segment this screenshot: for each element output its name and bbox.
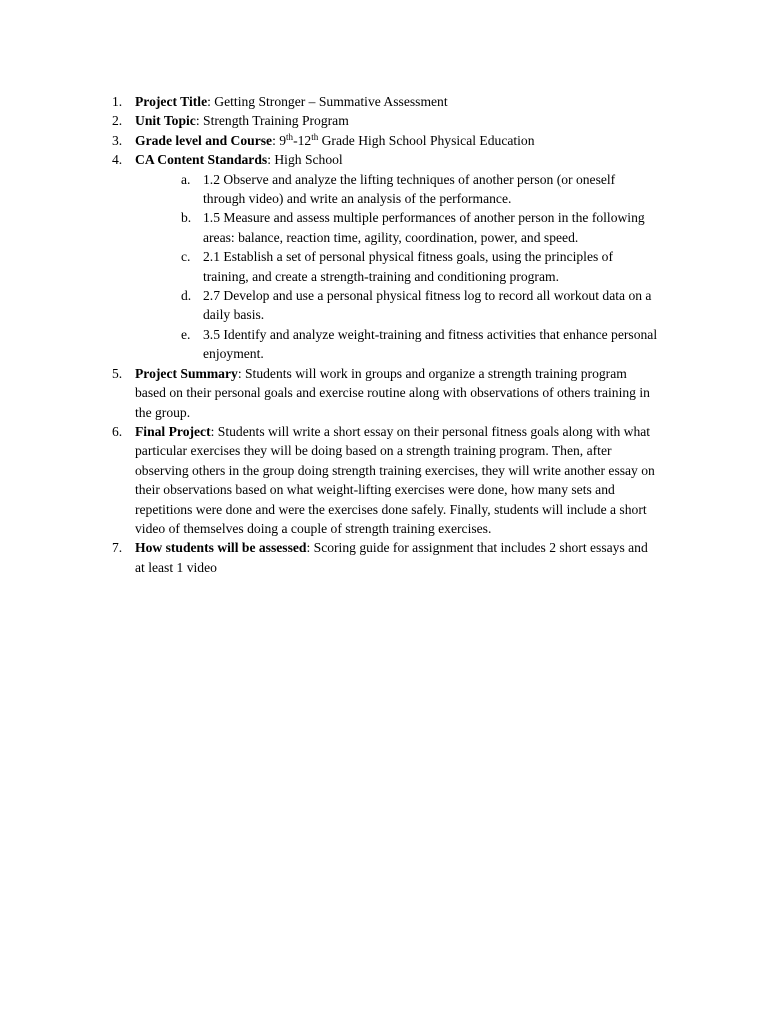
list-number: 1. [112,94,123,109]
sub-item-standard-e [0,325,660,364]
list-item-content-standards [0,150,660,169]
sub-letter: d. [181,288,192,304]
superscript: th [311,131,319,142]
list-number: 4. [112,152,123,168]
sub-letter: a. [181,171,191,187]
item-label: Final Project [135,423,211,439]
item-label: Project Title [135,94,208,109]
item-text-mid: -12 [293,132,312,148]
sub-item-standard-a [0,170,660,209]
sub-text: 3.5 Identify and analyze weight-training and fitness activities that enhance personal enjoyment. [203,326,658,362]
list-number: 6. [112,423,123,439]
sub-letter: b. [181,210,192,226]
item-label: Grade level and Course [135,132,273,148]
item-label: How students will be assessed [135,540,307,556]
item-text: : Students will write a short essay on their personal fitness goals along with what particular exercises they will be doing based on a strength training program. Then, after observing others in the group doing strength training exercises, they will write another essay on their observations based on what weight-lifting exercises were done, how many sets and repetitions were done and were the exercises done safely. Finally, students will include a short video of themselves doing a couple of strength training exercises. [135,423,655,536]
list-number: 2. [112,113,123,129]
list-number: 3. [112,132,123,148]
item-label: Project Summary [135,365,238,381]
sub-text: 2.7 Develop and use a personal physical fitness log to record all workout data on a daily basis. [203,288,652,323]
list-item-final-project [0,422,660,538]
item-text: : Getting Stronger – Summative Assessment [207,94,448,109]
sub-text: 2.1 Establish a set of personal physical fitness goals, using the principles of training, and create a strength-training and conditioning program. [203,249,614,284]
item-text: : High School [267,152,343,168]
document-page [0,92,768,577]
item-text-post: Grade High School Physical Education [318,132,535,148]
list-number: 7. [112,540,123,556]
item-text: : Strength Training Program [195,113,349,129]
superscript: th [286,131,294,142]
item-text: : Scoring guide for assignment that includes 2 short essays and at least 1 video [135,540,648,575]
sub-letter: e. [181,326,191,342]
sub-letter: c. [181,249,191,265]
item-text: : Students will work in groups and organize a strength training program based on their personal goals and exercise routine along with observations of others training in the group. [135,365,650,420]
list-item-assessment [0,538,660,577]
sub-text: 1.5 Measure and assess multiple performances of another person in the following areas: balance, reaction time, agility, coordination, power, and speed. [203,210,645,245]
list-item-grade-level [0,131,660,150]
sub-item-standard-c [0,247,660,286]
list-number: 5. [112,365,123,381]
item-label: CA Content Standards [135,152,268,168]
list-item-project-title [0,92,660,111]
sub-item-standard-b [0,208,660,247]
item-label: Unit Topic [135,113,196,129]
sub-item-standard-d [0,286,660,325]
sub-text: 1.2 Observe and analyze the lifting techniques of another person (or oneself through video) and write an analysis of the performance. [203,171,616,207]
list-item-project-summary [0,364,660,422]
list-item-unit-topic [0,111,660,130]
item-text-pre: : 9 [272,132,287,148]
